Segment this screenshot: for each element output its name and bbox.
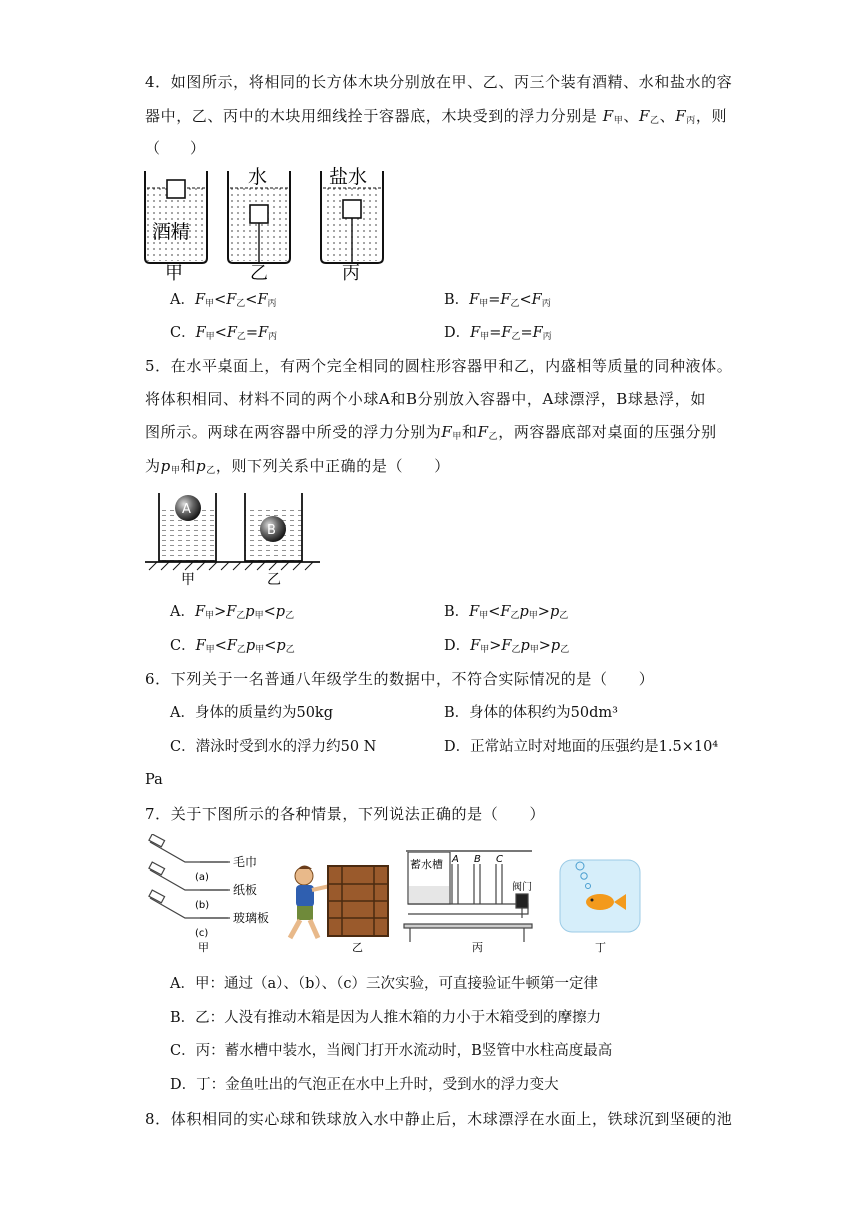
q7-option-d[interactable] xyxy=(170,1075,559,1095)
q5-stem-line3-tail: ，两容器底部对桌面的压强分别 xyxy=(498,423,717,441)
pressure-symbol: p xyxy=(196,457,207,475)
wood-block-jia xyxy=(167,180,185,198)
option-key: C． xyxy=(170,1043,196,1059)
surface-towel: 毛巾 xyxy=(233,855,258,869)
subscript: 甲 xyxy=(479,299,489,309)
container-label-yi: 乙 xyxy=(267,572,281,588)
subscript: 甲 xyxy=(452,432,463,442)
relation: < xyxy=(214,292,227,308)
relation: < xyxy=(519,292,532,308)
scene-yi-person-crate xyxy=(290,866,388,939)
option-key: B． xyxy=(170,1010,196,1026)
relation: < xyxy=(214,325,227,341)
subscript: 乙 xyxy=(488,432,499,442)
q5-stem-line4-prefix: 为 xyxy=(145,457,161,475)
subscript: 丙 xyxy=(541,299,551,309)
force-symbol: F xyxy=(226,325,237,341)
option-key: A． xyxy=(170,705,195,721)
q4-option-a[interactable] xyxy=(170,290,277,314)
option-key: A． xyxy=(170,976,195,992)
q5-stem-line3-text: 图所示。两球在两容器中所受的浮力分别为 xyxy=(145,423,442,441)
q5-stem-line2: 将体积相同、材料不同的两个小球A和B分别放入容器中，A球漂浮，B球悬浮，如 xyxy=(145,390,706,408)
scene-label-bing: 丙 xyxy=(472,941,483,954)
mark-a: (a) xyxy=(195,872,209,883)
subscript: 丙 xyxy=(267,299,277,309)
scene-ding-fishbowl xyxy=(560,860,640,932)
tank-water xyxy=(409,886,449,903)
subscript: 甲 xyxy=(480,332,490,342)
q6-option-d[interactable] xyxy=(444,737,718,757)
option-key: B． xyxy=(444,292,470,308)
relation: < xyxy=(245,292,258,308)
container-label-bing: 丙 xyxy=(342,263,360,283)
q5-stem-line4: 为$p_甲$和$p_乙$，则下列关系中正确的是（ ） xyxy=(145,457,450,476)
force-symbol: F xyxy=(500,292,511,308)
subscript: 乙 xyxy=(236,299,246,309)
q4-stem-line1: 4．如图所示，将相同的长方体木块分别放在甲、乙、丙三个装有酒精、水和盐水的容 xyxy=(145,73,733,91)
q4-option-d[interactable] xyxy=(444,323,552,347)
option-text: 乙：人没有推动木箱是因为人推木箱的力小于木箱受到的摩擦力 xyxy=(195,1010,602,1026)
separator: 、 xyxy=(623,107,640,125)
force-symbol: F xyxy=(477,423,489,441)
q4-figure-containers xyxy=(140,163,400,283)
option-text: 潜泳时受到水的浮力约50 N xyxy=(195,739,377,755)
tube-label-c: C xyxy=(496,854,503,865)
mark-c: (c) xyxy=(195,928,209,939)
q7-figure-scenes xyxy=(140,834,780,954)
subscript: 丙 xyxy=(268,332,278,342)
q4-stem-line3: （ ） xyxy=(145,139,206,157)
option-text: 身体的体积约为50dm³ xyxy=(469,705,618,721)
tank-label: 蓄水槽 xyxy=(410,858,443,871)
relation: = xyxy=(489,325,502,341)
subscript: 乙 xyxy=(510,299,520,309)
option-key: C． xyxy=(170,739,196,755)
q6-option-a[interactable] xyxy=(170,703,333,723)
wood-block-yi xyxy=(250,205,268,223)
container-label-jia: 甲 xyxy=(165,263,183,283)
force-symbol: F xyxy=(675,107,687,125)
subscript: 丙 xyxy=(686,116,696,126)
subscript: 乙 xyxy=(206,466,216,476)
q7-option-c[interactable] xyxy=(170,1041,612,1061)
option-key: A． xyxy=(170,292,195,308)
q4-option-b[interactable] xyxy=(444,290,551,314)
q6-option-d-unit: Pa xyxy=(145,772,163,788)
subscript: 甲 xyxy=(613,116,624,126)
scene-label-jia: 甲 xyxy=(198,941,209,954)
force-symbol: F xyxy=(195,325,206,341)
q7-stem: 7．关于下图所示的各种情景，下列说法正确的是（ ） xyxy=(145,805,546,823)
q5-option-b[interactable]: B．$F_甲<F_乙p_甲>p_乙$ xyxy=(444,604,569,621)
separator: ，则 xyxy=(695,107,728,125)
q8-stem: 8．体积相同的实心球和铁球放入水中静止后，木球漂浮在水面上，铁球沉到坚硬的池 xyxy=(145,1110,733,1128)
scene-jia-ramps xyxy=(149,834,230,918)
subscript: 丙 xyxy=(542,332,552,342)
q5-option-d[interactable]: D．$F_甲>F_乙p_甲>p_乙$ xyxy=(444,638,570,655)
ball-b-label: B xyxy=(267,523,276,538)
option-key: D． xyxy=(444,325,471,341)
force-symbol: F xyxy=(501,325,512,341)
surface-cardboard: 纸板 xyxy=(233,883,258,897)
pressure-symbol: p xyxy=(160,457,171,475)
subscript: 甲 xyxy=(170,466,181,476)
relation: = xyxy=(245,325,259,341)
separator: 、 xyxy=(659,107,676,125)
force-symbol: F xyxy=(470,325,481,341)
liquid-label-saltwater: 盐水 xyxy=(329,166,368,188)
force-symbol: F xyxy=(469,292,480,308)
container-label-jia: 甲 xyxy=(181,572,195,588)
mark-b: (b) xyxy=(195,900,210,911)
force-symbol: F xyxy=(226,292,237,308)
force-symbol: F xyxy=(532,325,543,341)
q4-stem-line2 xyxy=(145,106,727,131)
q7-option-a[interactable] xyxy=(170,974,598,994)
q7-option-b[interactable] xyxy=(170,1008,601,1028)
option-text: 丁：金鱼吐出的气泡正在水中上升时，受到水的浮力变大 xyxy=(196,1077,559,1093)
scene-label-yi: 乙 xyxy=(352,941,363,954)
q5-stem-line1: 5．在水平桌面上，有两个完全相同的圆柱形容器甲和乙，内盛相等质量的同种液体。 xyxy=(145,357,733,375)
q4-option-c[interactable] xyxy=(170,323,277,347)
scene-label-ding: 丁 xyxy=(595,941,606,954)
container-label-yi: 乙 xyxy=(250,263,268,283)
q5-stem-line4-tail: ，则下列关系中正确的是（ ） xyxy=(215,457,450,475)
q4-stem-line2-text: 器中，乙、丙中的木块用细线拴于容器底，木块受到的浮力分别是 xyxy=(145,107,598,125)
q6-option-b[interactable] xyxy=(444,703,618,723)
liquid-label-alcohol: 酒精 xyxy=(152,221,191,243)
ball-a-label: A xyxy=(182,502,191,517)
q6-stem: 6．下列关于一名普通八年级学生的数据中，不符合实际情况的是（ ） xyxy=(145,670,655,688)
q5-option-a[interactable]: A．$F_甲>F_乙p_甲<p_乙$ xyxy=(170,604,295,621)
surface-glass: 玻璃板 xyxy=(233,911,270,925)
liquid-label-water: 水 xyxy=(248,166,268,188)
force-symbol: F xyxy=(531,292,542,308)
q5-stem-line3: 图所示。两球在两容器中所受的浮力分别为$F_甲$和$F_乙$，两容器底部对桌面的压强分别 xyxy=(145,423,717,442)
option-text: 甲：通过（a）、（b）、（c）三次实验，可直接验证牛顿第一定律 xyxy=(194,976,599,992)
option-key: B． xyxy=(444,705,470,721)
wood-block-bing xyxy=(343,200,361,218)
force-symbol: F xyxy=(258,325,269,341)
force-symbol: F xyxy=(602,107,614,125)
valve-label: 阀门 xyxy=(512,882,532,893)
q6-option-c[interactable] xyxy=(170,737,376,757)
force-symbol: F xyxy=(441,423,453,441)
tube-label-a: A xyxy=(452,854,459,865)
option-key: D． xyxy=(444,739,471,755)
force-symbol: F xyxy=(194,292,206,308)
option-text: 丙：蓄水槽中装水，当阀门打开水流动时，B竖管中水柱高度最高 xyxy=(195,1043,613,1059)
subscript: 乙 xyxy=(511,332,521,342)
option-text: 正常站立时对地面的压强约是1.5×10⁴ xyxy=(470,739,719,755)
tube-label-b: B xyxy=(474,854,481,865)
option-text: 身体的质量约为50kg xyxy=(194,705,334,721)
force-symbol: F xyxy=(257,292,268,308)
subscript: 乙 xyxy=(650,116,660,126)
q5-option-c[interactable]: C．$F_甲<F_乙p_甲<p_乙$ xyxy=(170,638,295,655)
force-symbol: F xyxy=(639,107,651,125)
option-key: D． xyxy=(170,1077,197,1093)
subscript: 甲 xyxy=(205,299,215,309)
q5-figure-containers xyxy=(145,488,325,588)
subscript: 乙 xyxy=(236,332,246,342)
relation: = xyxy=(488,292,501,308)
subscript: 甲 xyxy=(205,332,215,342)
option-key: C． xyxy=(170,325,196,341)
relation: = xyxy=(520,325,533,341)
